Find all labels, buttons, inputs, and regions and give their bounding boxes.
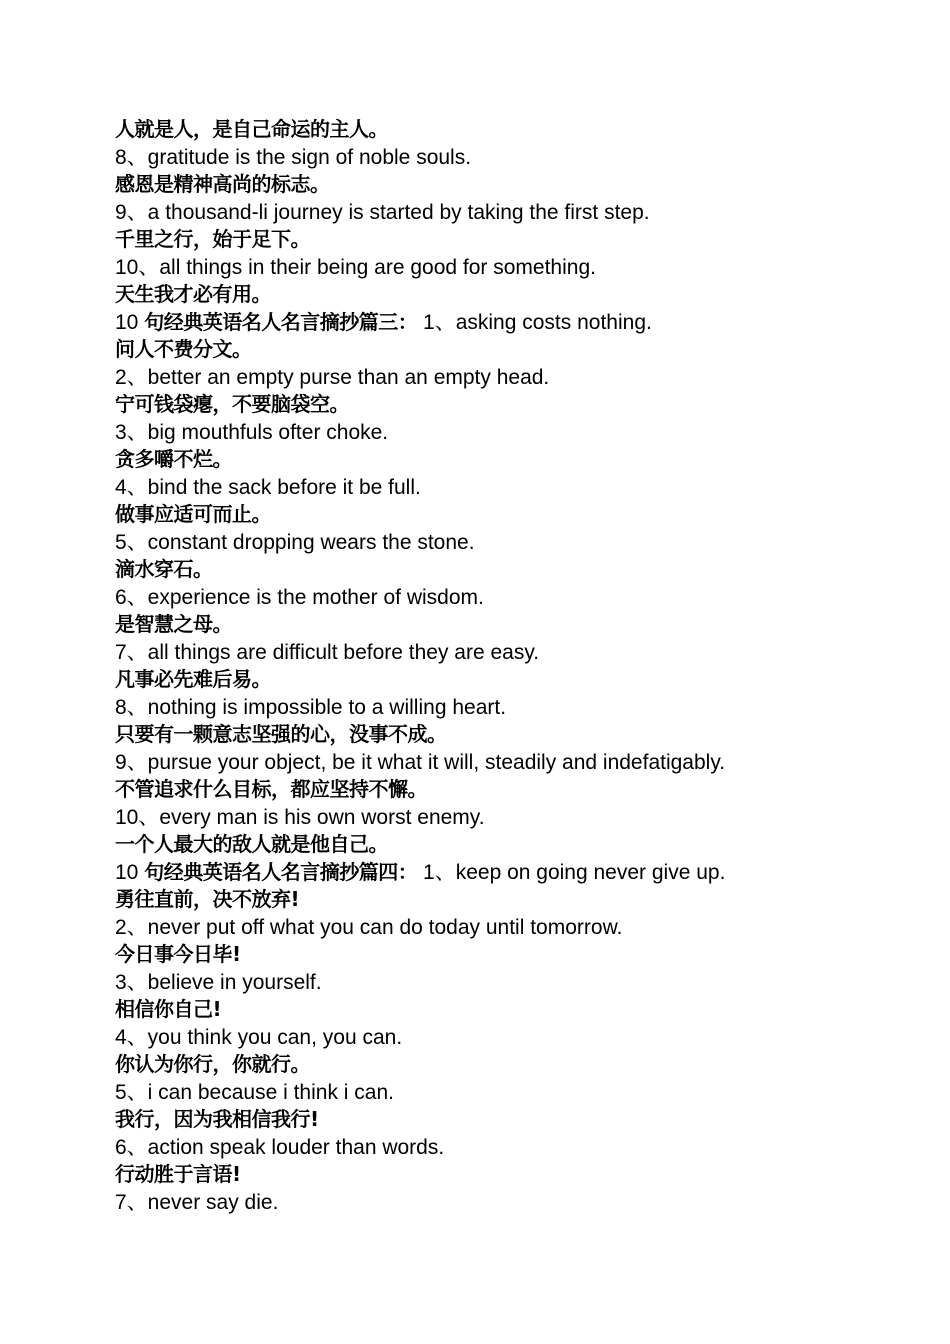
- section-title: 句经典英语名人名言摘抄篇四：: [144, 859, 418, 884]
- section-heading-line: [115, 859, 915, 887]
- chinese-line: 不管追求什么目标，都应坚持不懈。: [115, 777, 427, 801]
- chinese-line: 是智慧之母。: [115, 612, 232, 636]
- section-heading-line: [115, 309, 915, 337]
- english-line: 9、pursue your object, be it what it will, steadily and indefatigably.: [115, 750, 726, 774]
- chinese-line: 感恩是精神高尚的标志。: [115, 172, 330, 196]
- english-line: 4、bind the sack before it be full.: [115, 475, 421, 499]
- english-line: 5、constant dropping wears the stone.: [115, 530, 475, 554]
- english-line: 8、nothing is impossible to a willing heart.: [115, 695, 507, 719]
- english-line: 2、better an empty purse than an empty head.: [115, 365, 550, 389]
- section-number: 10: [115, 860, 145, 884]
- english-line: 10、every man is his own worst enemy.: [115, 805, 485, 829]
- english-line: 6、action speak louder than words.: [115, 1135, 445, 1159]
- document-body: [115, 116, 915, 1216]
- chinese-line: 你认为你行，你就行。: [115, 1052, 310, 1076]
- chinese-line: 只要有一颗意志坚强的心，没事不成。: [115, 722, 447, 746]
- english-line: 3、believe in yourself.: [115, 970, 322, 994]
- chinese-line: 人就是人，是自己命运的主人。: [115, 117, 388, 141]
- english-line: 4、you think you can, you can.: [115, 1025, 403, 1049]
- chinese-line: 问人不费分文。: [115, 337, 252, 361]
- chinese-line: 行动胜于言语!: [115, 1162, 241, 1186]
- english-line: 5、i can because i think i can.: [115, 1080, 394, 1104]
- section-title: 句经典英语名人名言摘抄篇三：: [144, 309, 418, 334]
- section-number: 10: [115, 310, 145, 334]
- english-line: 9、a thousand-li journey is started by taking the first step.: [115, 200, 650, 224]
- english-line: 3、big mouthfuls ofter choke.: [115, 420, 389, 444]
- chinese-line: 天生我才必有用。: [115, 282, 271, 306]
- chinese-line: 贪多嚼不烂。: [115, 447, 232, 471]
- chinese-line: 相信你自己!: [115, 997, 222, 1021]
- chinese-line: 一个人最大的敌人就是他自己。: [115, 832, 388, 856]
- chinese-line: 凡事必先难后易。: [115, 667, 271, 691]
- chinese-line: 勇往直前，决不放弃!: [115, 887, 300, 911]
- section-first-item: 1、keep on going never give up.: [417, 860, 726, 884]
- chinese-line: 做事应适可而止。: [115, 502, 271, 526]
- chinese-line: 滴水穿石。: [115, 557, 213, 581]
- chinese-line: 今日事今日毕!: [115, 942, 241, 966]
- english-line: 8、gratitude is the sign of noble souls.: [115, 145, 472, 169]
- english-line: 10、all things in their being are good for something.: [115, 255, 596, 279]
- chinese-line: 宁可钱袋瘪，不要脑袋空。: [115, 392, 349, 416]
- section-first-item: 1、asking costs nothing.: [417, 310, 652, 334]
- chinese-line: 我行，因为我相信我行!: [115, 1107, 319, 1131]
- english-line: 6、experience is the mother of wisdom.: [115, 585, 484, 609]
- english-line: 7、all things are difficult before they are easy.: [115, 640, 540, 664]
- english-line: 7、never say die.: [115, 1190, 279, 1214]
- english-line: 2、never put off what you can do today until tomorrow.: [115, 915, 623, 939]
- chinese-line: 千里之行，始于足下。: [115, 227, 310, 251]
